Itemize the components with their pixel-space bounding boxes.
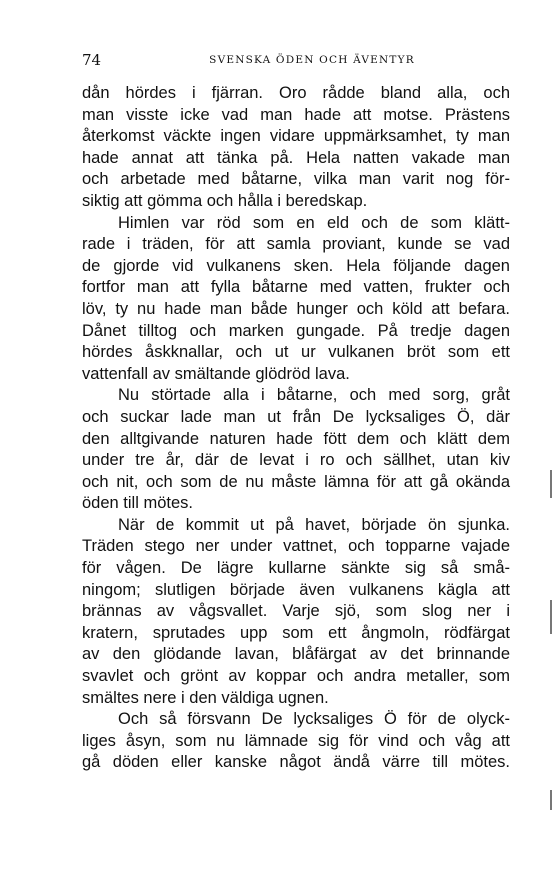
page-header [82,49,510,71]
text-line: rade i träden, för att samla proviant, kunde se vad [82,235,510,254]
text-line: hördes åskknallar, och ut ur vulkanen bröt som ett [82,343,510,362]
text-line: siktig att gömma och hålla i beredskap. [82,191,368,210]
text-line: fortfor man att fylla båtarne med vatten, frukter och [82,278,510,297]
text-line: och suckar lade man ut från De lycksaliges Ö, där [82,407,510,426]
body-text [82,83,510,774]
text-line: den alltgivande naturen hade fött dem och klätt dem [82,429,510,448]
text-line: kratern, sprutades upp som ett ångmoln, rödfärgat [82,623,510,642]
text-line: svavlet och grönt av koppar och andra metaller, som [82,667,510,686]
text-line: När de kommit ut på havet, började ön sjunka. [118,515,510,534]
text-line: Himlen var röd som en eld och de som klätt- [118,213,510,232]
text-line: av den glödande lavan, blåfärgat av det brinnande [82,645,510,664]
text-line: löv, ty nu hade man både hunger och köld att befara. [82,299,510,318]
text-line: för vågen. De lägre kullarne sänkte sig så små- [82,559,510,578]
text-line: Träden stego ner under vattnet, och topparne vajade [82,537,510,556]
text-line: vattenfall av smältande glödröd lava. [82,364,350,383]
text-line: man visste icke vad man hade att motse. Prästens [82,105,510,124]
text-line: gå döden eller kanske något ändå värre till mötes. [82,753,510,772]
text-line: ningom; slutligen började även vulkanens kägla att [82,580,510,599]
page-number: 74 [82,51,102,69]
running-title: SVENSKA ÖDEN OCH ÄVENTYR [209,54,415,66]
text-line: och nit, och som de nu måste lämna för att gå okända [82,472,510,491]
text-line: öden till mötes. [82,494,193,513]
text-line: liges åsyn, som nu lämnade sig för vind och våg att [82,731,510,750]
text-line: återkomst väckte ingen vidare uppmärksamhet, ty man [82,127,510,146]
text-line: brännas av vågsvallet. Varje sjö, som slog ner i [82,602,510,621]
text-line: Nu störtade alla i båtarne, och med sorg, gråt [118,386,510,405]
text-line: dån hördes i fjärran. Oro rådde bland alla, och [82,84,510,102]
text-line: Dånet tilltog och marken gungade. På tredje dagen [82,321,510,340]
text-line: och arbetade med båtarne, vilka man varit nog för- [82,170,510,189]
text-line: hade annat att tänka på. Hela natten vakade man [82,148,510,167]
text-line: de gjorde vid vulkanens sken. Hela följande dagen [82,256,510,275]
text-line: under tre år, där de levat i ro och sällhet, utan kiv [82,451,510,470]
text-line: Och så försvann De lycksaliges Ö för de olyck- [118,710,510,729]
text-line: smältes nere i den väldiga ugnen. [82,688,329,707]
